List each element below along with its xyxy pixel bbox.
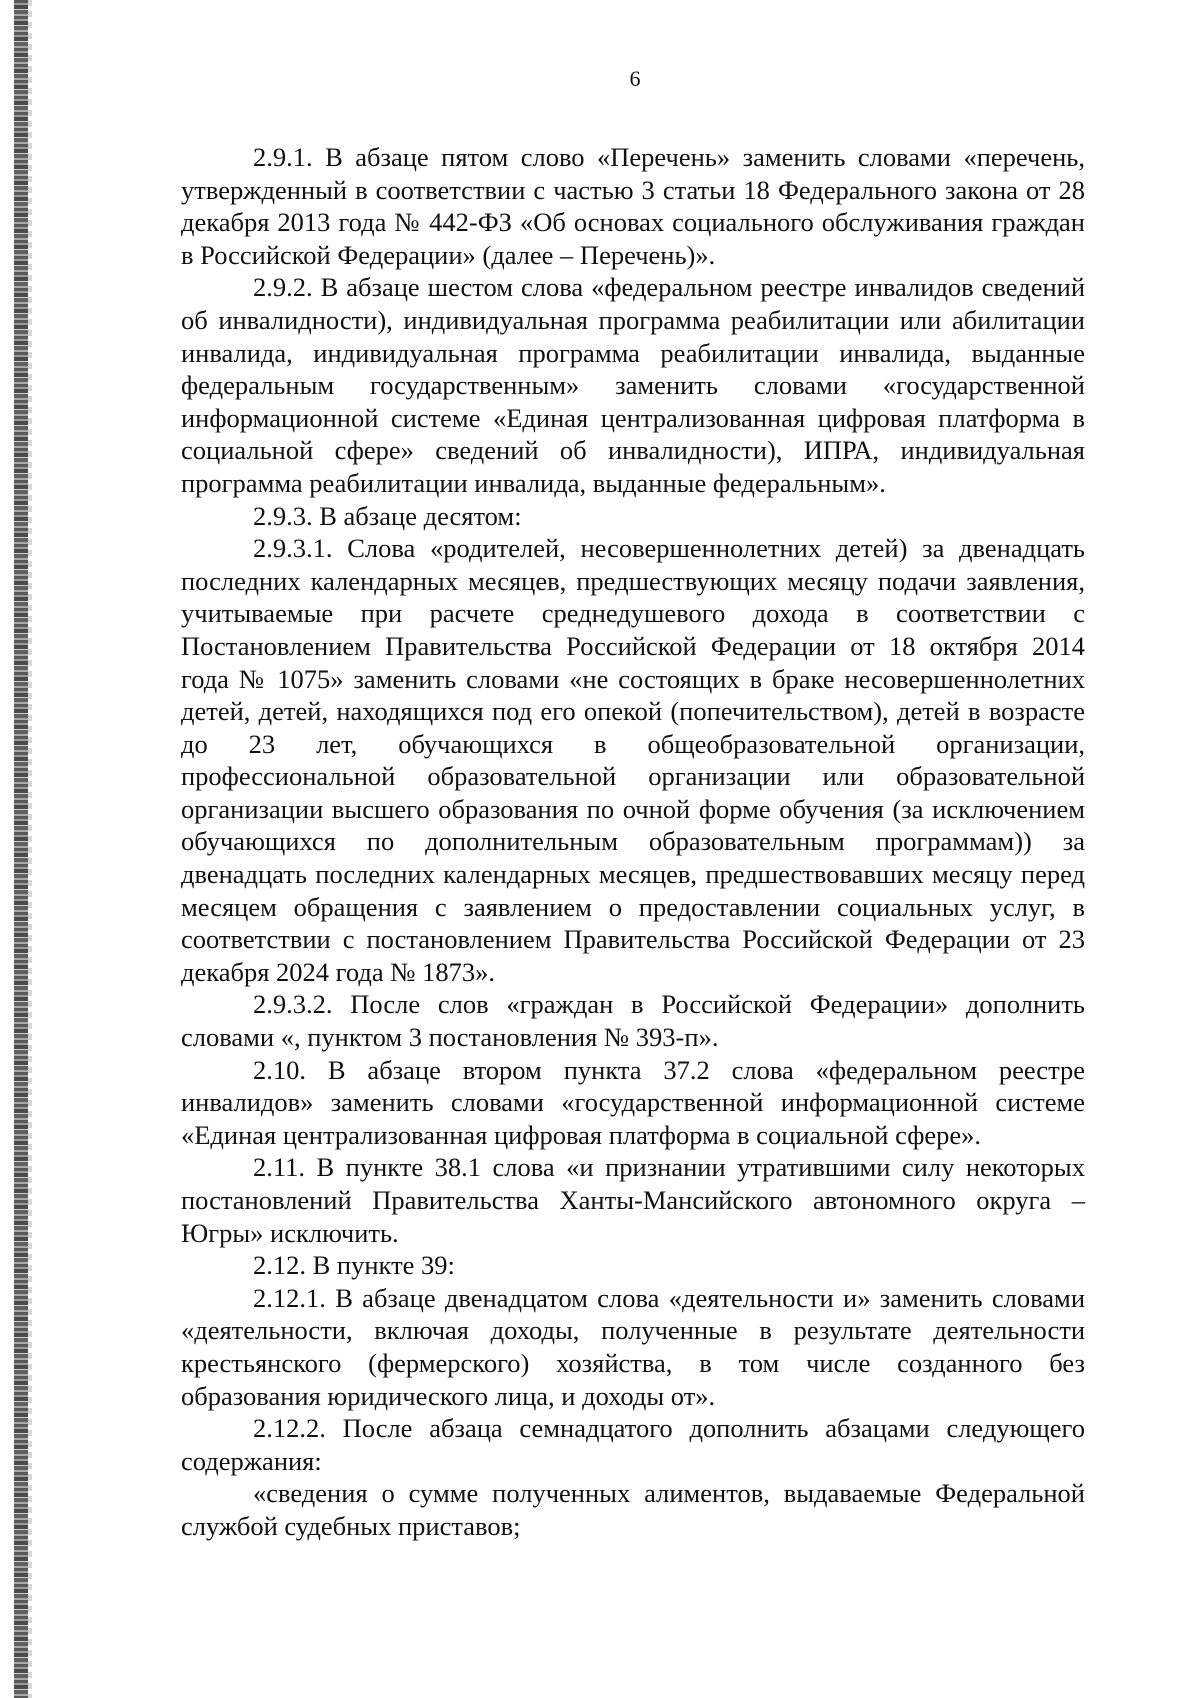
paragraph-2-11: 2.11. В пункте 38.1 слова «и признании утратившими силу некоторых постановлений Правительства Ханты-Мансийского автономного округа – Югры» исключить. <box>181 1152 1085 1248</box>
paragraph-2-9-1: 2.9.1. В абзаце пятом слово «Перечень» заменить словами «перечень, утвержденный в соответствии с частью 3 статьи 18 Федерального закона от 28 декабря 2013 года № 442-ФЗ «Об основах социального обслуживания граждан в Российской Федерации» (далее – Перечень)». <box>181 142 1085 270</box>
paragraph-2-9-3-1: 2.9.3.1. Слова «родителей, несовершеннолетних детей) за двенадцать последних календарных месяцев, предшествующих месяцу подачи заявления, учитываемые при расчете среднедушевого дохода в соответствии с Постановлением Правительства Российской Федерации от 18 октября 2014 года № 1075» заменить словами «не состоящих в браке несовершеннолетних детей, детей, находящихся под его опекой (попечительством), детей в возрасте до 23 лет, обучающихся в общеобразовательной организации, профессиональной образовательной организации или образовательной организации высшего образования по очной форме обучения (за исключением обучающихся по дополнительным образовательным программам)) за двенадцать последних календарных месяцев, предшествовавших месяцу перед месяцем обращения с заявлением о предоставлении социальных услуг, в соответствии с постановлением Правительства Российской Федерации от 23 декабря 2024 года № 1873». <box>181 533 1085 987</box>
page-number: 6 <box>629 66 641 91</box>
paragraph-2-12: 2.12. В пункте 39: <box>253 1250 455 1281</box>
document-body <box>181 141 1085 1543</box>
scan-binding-shadow <box>28 0 32 1698</box>
paragraph-2-9-2: 2.9.2. В абзаце шестом слова «федеральном реестре инвалидов сведений об инвалидности), индивидуальная программа реабилитации или абилитации инвалида, индивидуальная программа реабилитации инвалида, выданные федеральным государственным» заменить словами «государственной информационной системе «Единая централизованная цифровая платформа в социальной сфере» сведений об инвалидности), ИПРА, индивидуальная программа реабилитации инвалида, выданные федеральным». <box>181 272 1085 498</box>
paragraph-quoted-alimony: «сведения о сумме полученных алиментов, выдаваемые Федеральной службой судебных приставов; <box>181 1478 1085 1541</box>
paragraph-2-9-3: 2.9.3. В абзаце десятом: <box>253 500 522 531</box>
paragraph-2-10: 2.10. В абзаце втором пункта 37.2 слова «федеральном реестре инвалидов» заменить словами «государственной информационной системе «Единая централизованная цифровая платформа в социальной сфере». <box>181 1054 1085 1150</box>
paragraph-2-12-1: 2.12.1. В абзаце двенадцатом слова «деятельности и» заменить словами «деятельности, включая доходы, полученные в результате деятельности крестьянского (фермерского) хозяйства, в том числе созданного без образования юридического лица, и доходы от». <box>181 1282 1085 1411</box>
paragraph-2-9-3-2: 2.9.3.2. После слов «граждан в Российской Федерации» дополнить словами «, пунктом 3 постановления № 393-п». <box>181 989 1085 1053</box>
paragraph-2-12-2: 2.12.2. После абзаца семнадцатого дополнить абзацами следующего содержания: <box>181 1413 1085 1476</box>
scan-binding-edge <box>14 0 28 1698</box>
